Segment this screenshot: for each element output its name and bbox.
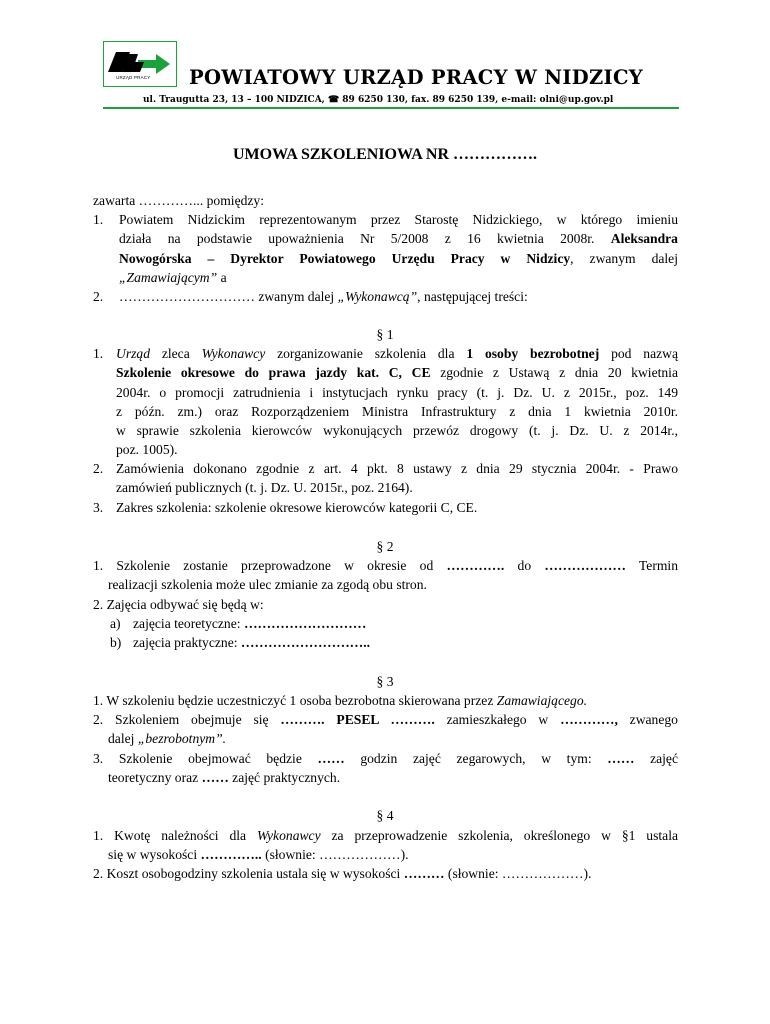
theory-place-blank: ……………………… (243, 616, 367, 631)
theory-label: zajęcia teoretyczne: (133, 616, 244, 631)
s2-sub-a-text (133, 614, 366, 633)
s2-item-2-line-1: 2. Zajęcia odbywać się będą w: (93, 597, 264, 612)
director-title: Nowogórska – Dyrektor Powiatowego Urzędu Pracy w Nidzicy (119, 251, 571, 266)
contractor-term: Wykonawcy (201, 346, 266, 361)
s3-text: 1. W szkoleniu będzie uczestniczyć 1 osoba bezrobotna skierowana przez (93, 693, 497, 708)
org-address: ul. Traugutta 23, 13 – 100 NIDZICA, ☎ 89 6250 130, fax. 89 6250 139, e-mail: olni@up.gov.pl (143, 95, 614, 105)
s2-item-1-line-2: realizacji szkolenia może ulec zmianie za zgodą obu stron. (108, 577, 427, 592)
s1-text: pod nazwą (599, 346, 678, 361)
section-3-heading: § 3 (376, 674, 394, 689)
contractor-term: „Wykonawcą” (337, 289, 418, 304)
s3-text: godzin zajęć zegarowych, w tym: (344, 751, 608, 766)
office-logo (103, 41, 177, 87)
party-1-authorization: działa na podstawie upoważnienia Nr 5/2008 z 16 kwietnia 2008r. (119, 231, 595, 246)
s1-item-1-line-2 (116, 363, 678, 382)
address-blank: …………, (560, 712, 618, 727)
director-first-name: Aleksandra (610, 231, 678, 246)
s1-item-1-line-6: poz. 1005). (116, 442, 178, 457)
participant-count: 1 osoby bezrobotnej (466, 346, 600, 361)
section-2-heading: § 2 (376, 539, 394, 554)
s4-text: za przeprowadzenie szkolenia, określonego w §1 ustala (320, 828, 678, 843)
unemployed-term: „bezrobotnym”. (137, 731, 227, 746)
s1-item-1-line-5: w sprawie szkolenia kierowców wykonujących przewóz drogowy (t. j. Dz. U. z 2014r., (116, 423, 678, 438)
s1-item-1-line-3: 2004r. o promocji zatrudnienia i instytucjach rynku pracy (t. j. Dz. U. z 2015r., poz. 149 (116, 385, 678, 400)
s3-item-2-line-2 (108, 729, 226, 748)
s2-text: do (504, 558, 545, 573)
s1-item-2-line-2: zamówień publicznych (t. j. Dz. U. 2015r., poz. 2164). (116, 480, 413, 495)
s3-text: 3. Szkolenie obejmować będzie (93, 751, 318, 766)
s4-text: 1. Kwotę należności dla (93, 828, 257, 843)
amount-in-words: (słownie: ………………). (261, 847, 409, 862)
s3-item-3-line-1 (93, 749, 678, 768)
s1-text: zorganizowanie szkolenia dla (265, 346, 467, 361)
s2-sub-a-label: a) (110, 616, 121, 631)
s4-text: się w wysokości (108, 847, 201, 862)
theory-hours-blank: …… (607, 751, 635, 766)
s3-item-3-line-2 (108, 768, 340, 787)
s1-text: zgodnie z Ustawą z dnia 20 kwietnia (430, 365, 678, 380)
s1-item-1-line-4: z późn. zm.) oraz Rozporządzeniem Ministra Infrastruktury z dnia 1 kwietnia 2010r. (116, 404, 678, 419)
party-1-number: 1. (93, 212, 104, 227)
party-2-line (119, 287, 528, 306)
party-2-placeholder: ………………………… zwanym dalej (119, 289, 338, 304)
s3-text: zajęć (634, 751, 678, 766)
s2-text: Termin (625, 558, 678, 573)
s3-item-2-line-1 (93, 710, 678, 729)
s4-item-2-line (93, 864, 591, 883)
hour-cost-in-words: (słownie: ………………). (444, 866, 592, 881)
s2-text: 1. Szkolenie zostanie przeprowadzone w okresie od (93, 558, 447, 573)
party-1-line-2 (119, 229, 678, 248)
section-4-heading: § 4 (376, 808, 394, 823)
end-date-blank: ……………… (544, 558, 626, 573)
contractor-term: Wykonawcy (256, 828, 321, 843)
s1-item-3-line-1: Zakres szkolenia: szkolenie okresowe kierowców kategorii C, CE. (116, 500, 478, 515)
s1-item-2-number: 2. (93, 461, 104, 476)
s3-text: zamieszkałego w (434, 712, 561, 727)
party-1-line-4 (119, 268, 227, 287)
training-name: Szkolenie okresowe do prawa jazdy kat. C, CE (116, 365, 431, 380)
org-title: POWIATOWY URZĄD PRACY W NIDZICY (189, 66, 643, 89)
office-term: Urząd (116, 346, 150, 361)
document-title: UMOWA SZKOLENIOWA NR ……………. (232, 146, 538, 163)
practice-hours-blank: …… (201, 770, 229, 785)
s2-sub-b-text (133, 633, 370, 652)
party-2-number: 2. (93, 289, 104, 304)
s2-item-1-line-1 (93, 556, 678, 575)
party-1-line-3 (119, 249, 678, 268)
s3-text: 2. Szkoleniem obejmuje się (93, 712, 281, 727)
party-1-called: , zwanym dalej (570, 251, 678, 266)
s4-item-1-line-2 (108, 845, 409, 864)
s4-item-1-line-1 (93, 826, 678, 845)
pesel-blank: ………. PESEL ………. (280, 712, 435, 727)
amount-blank: ………….. (200, 847, 262, 862)
s3-item-1-line (93, 691, 587, 710)
s4-text: 2. Koszt osobogodziny szkolenia ustala się w wysokości (93, 866, 404, 881)
s1-item-3-number: 3. (93, 500, 104, 515)
ordering-party-term: Zamawiającego. (496, 693, 588, 708)
logo-caption: URZĄD PRACY (116, 75, 151, 80)
s1-item-1-number: 1. (93, 346, 104, 361)
total-hours-blank: …… (317, 751, 345, 766)
s2-sub-b-label: b) (110, 635, 122, 650)
s1-item-2-line-1: Zamówienia dokonano zgodnie z art. 4 pkt. 8 ustawy z dnia 29 stycznia 2004r. - Prawo (116, 461, 678, 476)
hour-cost-blank: ……… (403, 866, 445, 881)
s1-text: zleca (150, 346, 202, 361)
logo-arrows-icon (108, 48, 172, 76)
ordering-party-term: „Zamawiającym” (119, 270, 218, 285)
party-1-line-1: Powiatem Nidzickim reprezentowanym przez Starostę Nidzickiego, w którego imieniu (119, 212, 678, 227)
s3-text: zajęć praktycznych. (228, 770, 341, 785)
party-1-and: a (217, 270, 227, 285)
start-date-blank: …………. (446, 558, 505, 573)
section-1-heading: § 1 (376, 327, 394, 342)
party-2-following: , następującej treści: (417, 289, 528, 304)
practice-place-blank: ……………………….. (240, 635, 371, 650)
s3-text: teoretyczny oraz (108, 770, 202, 785)
s3-text: dalej (108, 731, 138, 746)
practice-label: zajęcia praktyczne: (133, 635, 241, 650)
s1-item-1-line-1 (116, 344, 678, 363)
s3-text: zwanego (617, 712, 678, 727)
header-divider (103, 107, 679, 109)
intro-concluded: zawarta …………... pomiędzy: (93, 193, 265, 208)
